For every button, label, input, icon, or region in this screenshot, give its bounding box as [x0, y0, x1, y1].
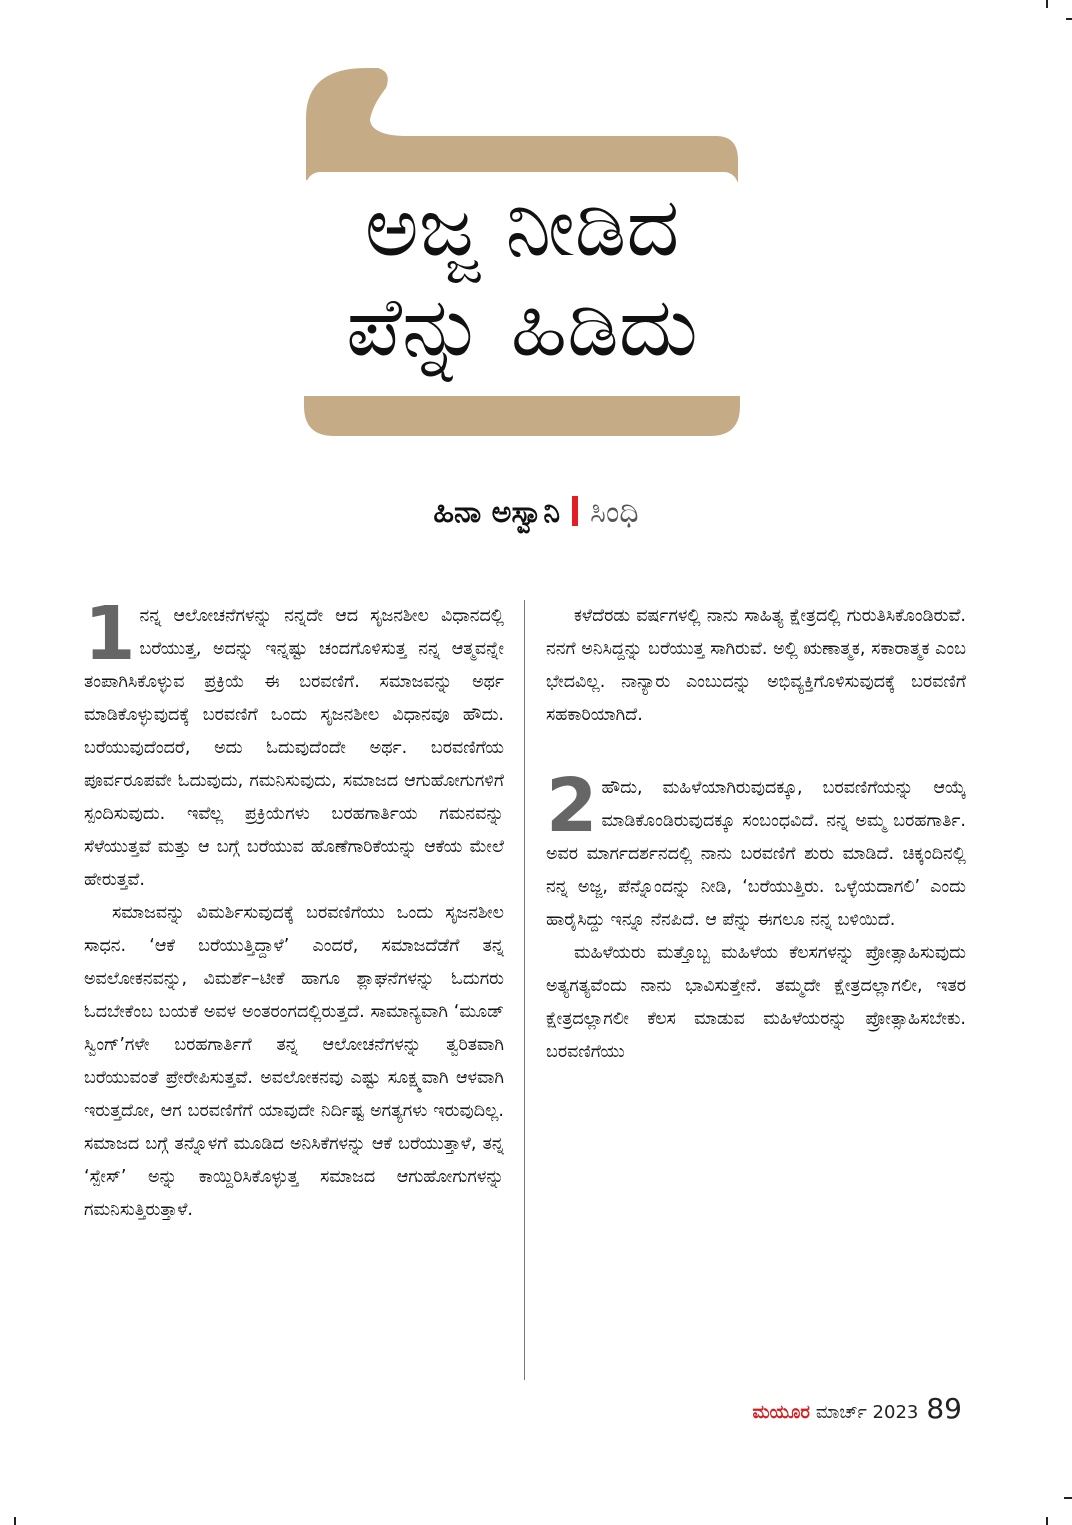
section-1-paragraph-1-text: ನನ್ನ ಆಲೋಚನೆಗಳನ್ನು ನನ್ನದೇ ಆದ ಸೃಜನಶೀಲ ವಿಧಾನದಲ್ಲಿ ಬರೆಯುತ್ತ, ಅದನ್ನು ಇನ್ನಷ್ಟು ಚಂದಗೊಳಿಸುತ್ತ ನನ್ನ ಆತ್ಮವನ್ನೇ ತಂಪಾಗಿಸಿಕೊಳ್ಳುವ ಪ್ರಕ್ರಿಯೆ ಈ ಬರವಣಿಗೆ. ಸಮಾಜವನ್ನು ಅರ್ಥ ಮಾಡಿಕೊಳ್ಳುವುದಕ್ಕೆ ಬರವಣಿಗೆ ಒಂದು ಸೃಜನಶೀಲ ವಿಧಾನವೂ ಹೌದು. ಬರೆಯುವುದೆಂದರೆ, ಅದು ಓದುವುದೆಂದೇ ಅರ್ಥ. ಬರವಣಿಗೆಯ ಪೂರ್ವರೂಪವೇ ಓದುವುದು, ಗಮನಿಸುವುದು, ಸಮಾಜದ ಆಗುಹೋಗುಗಳಿಗೆ ಸ್ಪಂದಿಸುವುದು. ಇವೆಲ್ಲ ಪ್ರಕ್ರಿಯೆಗಳು ಬರಹಗಾರ್ತಿಯ ಗಮನವನ್ನು ಸೆಳೆಯುತ್ತವೆ ಮತ್ತು ಆ ಬಗ್ಗೆ ಬರೆಯುವ ಹೊಣೆಗಾರಿಕೆಯನ್ನು ಆಕೆಯ ಮೇಲೆ ಹೇರುತ್ತವೆ.: [84, 606, 504, 890]
scroll-bottom-band: [304, 396, 740, 436]
crop-mark-right-upper: [1066, 18, 1072, 20]
section-1-paragraph-1: [84, 591, 504, 897]
author-name: ಹಿನಾ ಅಸ್ವಾನಿ: [433, 495, 561, 530]
section-1-paragraph-3: ಕಳೆದೆರಡು ವರ್ಷಗಳಲ್ಲಿ ನಾನು ಸಾಹಿತ್ಯ ಕ್ಷೇತ್ರದಲ್ಲಿ ಗುರುತಿಸಿಕೊಂಡಿರುವೆ. ನನಗೆ ಅನಿಸಿದ್ದನ್ನು ಬರೆಯುತ್ತ ಸಾಗಿರುವೆ. ಅಲ್ಲಿ ಋಣಾತ್ಮಕ, ಸಕಾರಾತ್ಮಕ ಎಂಬ ಭೇದವಿಲ್ಲ. ನಾನ್ಯಾರು ಎಂಬುದನ್ನು ಅಭಿವ್ಯಕ್ತಿಗೊಳಿಸುವುದಕ್ಕೆ ಬರವಣಿಗೆ ಸಹಕಾರಿಯಾಗಿದೆ.: [546, 606, 966, 725]
title-line-1: ಅಜ್ಜ ನೀಡಿದ: [364, 180, 680, 275]
byline: [0, 490, 1072, 536]
article-column-left: [84, 591, 504, 1227]
section-gap: [546, 732, 966, 772]
section-2-paragraph-2: ಮಹಿಳೆಯರು ಮತ್ತೊಬ್ಬ ಮಹಿಳೆಯ ಕೆಲಸಗಳನ್ನು ಪ್ರೋತ್ಸಾಹಿಸುವುದು ಅತ್ಯಗತ್ಯವೆಂದು ನಾನು ಭಾವಿಸುತ್ತೇನೆ. ತಮ್ಮದೇ ಕ್ಷೇತ್ರದಲ್ಲಾಗಲೀ, ಇತರ ಕ್ಷೇತ್ರದಲ್ಲಾಗಲೀ ಕೆಲಸ ಮಾಡುವ ಮಹಿಳೆಯರನ್ನು ಪ್ರೋತ್ಸಾಹಿಸಬೇಕು. ಬರವಣಿಗೆಯು: [546, 943, 966, 1062]
page-footer: [753, 1392, 963, 1425]
author-language: ಸಿಂಧಿ: [590, 495, 639, 530]
article-title: [306, 178, 738, 378]
section-2-number: 2: [546, 763, 598, 849]
title-line-2: ಪೆನ್ನು ಹಿಡಿದು: [346, 280, 698, 375]
section-1-paragraph-2: ಸಮಾಜವನ್ನು ವಿಮರ್ಶಿಸುವುದಕ್ಕೆ ಬರವಣಿಗೆಯು ಒಂದು ಸೃಜನಶೀಲ ಸಾಧನ. ‘ಆಕೆ ಬರೆಯುತ್ತಿದ್ದಾಳೆ’ ಎಂದರೆ, ಸಮಾಜದೆಡೆಗೆ ತನ್ನ ಅವಲೋಕನವನ್ನು, ವಿಮರ್ಶೆ–ಟೀಕೆ ಹಾಗೂ ಶ್ಲಾಘನೆಗಳನ್ನು ಓದುಗರು ಓದಬೇಕೆಂಬ ಬಯಕೆ ಅವಳ ಅಂತರಂಗದಲ್ಲಿರುತ್ತದೆ. ಸಾಮಾನ್ಯವಾಗಿ ‘ಮೂಡ್ ಸ್ವಿಂಗ್’ಗಳೇ ಬರಹಗಾರ್ತಿಗೆ ತನ್ನ ಆಲೋಚನೆಗಳನ್ನು ತ್ವರಿತವಾಗಿ ಬರೆಯುವಂತೆ ಪ್ರೇರೇಪಿಸುತ್ತವೆ. ಅವಲೋಕನವು ಎಷ್ಟು ಸೂಕ್ಷ್ಮವಾಗಿ ಆಳವಾಗಿ ಇರುತ್ತದೋ, ಆಗ ಬರವಣಿಗೆಗೆ ಯಾವುದೇ ನಿರ್ದಿಷ್ಟ ಅಗತ್ಯಗಳು ಇರುವುದಿಲ್ಲ. ಸಮಾಜದ ಬಗ್ಗೆ ತನ್ನೊಳಗೆ ಮೂಡಿದ ಅನಿಸಿಕೆಗಳನ್ನು ಆಕೆ ಬರೆಯುತ್ತಾಳೆ, ತನ್ನ ‘ಸ್ಪೇಸ್’ ಅನ್ನು ಕಾಯ್ದಿರಿಸಿಕೊಳ್ಳುತ್ತ ಸಮಾಜದ ಆಗುಹೋಗುಗಳನ್ನು ಗಮನಿಸುತ್ತಿರುತ್ತಾಳೆ.: [84, 903, 504, 1220]
issue-month: ಮಾರ್ಚ್ 2023: [815, 1402, 919, 1423]
section-1-number: 1: [84, 591, 136, 677]
scroll-top-band: [306, 68, 738, 182]
byline-separator: [572, 496, 578, 526]
crop-mark-bottom-right: [1046, 1517, 1048, 1525]
crop-mark-right-lower: [1064, 1497, 1072, 1499]
crop-mark-bottom-left: [14, 1517, 16, 1525]
magazine-logo: ಮಯೂರ: [752, 1402, 810, 1423]
section-2-paragraph-1: [546, 763, 966, 937]
crop-mark-top-right: [1046, 0, 1048, 8]
column-divider: [524, 600, 525, 1380]
page-number: 89: [926, 1392, 962, 1425]
article-column-right: [546, 600, 966, 1069]
section-2-paragraph-1-text: ಹೌದು, ಮಹಿಳೆಯಾಗಿರುವುದಕ್ಕೂ, ಬರವಣಿಗೆಯನ್ನು ಆಯ್ಕೆ ಮಾಡಿಕೊಂಡಿರುವುದಕ್ಕೂ ಸಂಬಂಧವಿದೆ. ನನ್ನ ಅಮ್ಮ ಬರಹಗಾರ್ತಿ. ಅವರ ಮಾರ್ಗದರ್ಶನದಲ್ಲಿ ನಾನು ಬರವಣಿಗೆ ಶುರು ಮಾಡಿದೆ. ಚಿಕ್ಕಂದಿನಲ್ಲಿ ನನ್ನ ಅಜ್ಜ, ಪೆನ್ನೊಂದನ್ನು ನೀಡಿ, ‘ಬರೆಯುತ್ತಿರು. ಒಳ್ಳೆಯದಾಗಲಿ’ ಎಂದು ಹಾರೈಸಿದ್ದು ಇನ್ನೂ ನೆನಪಿದೆ. ಆ ಪೆನ್ನು ಈಗಲೂ ನನ್ನ ಬಳಿಯಿದೆ.: [546, 778, 966, 930]
